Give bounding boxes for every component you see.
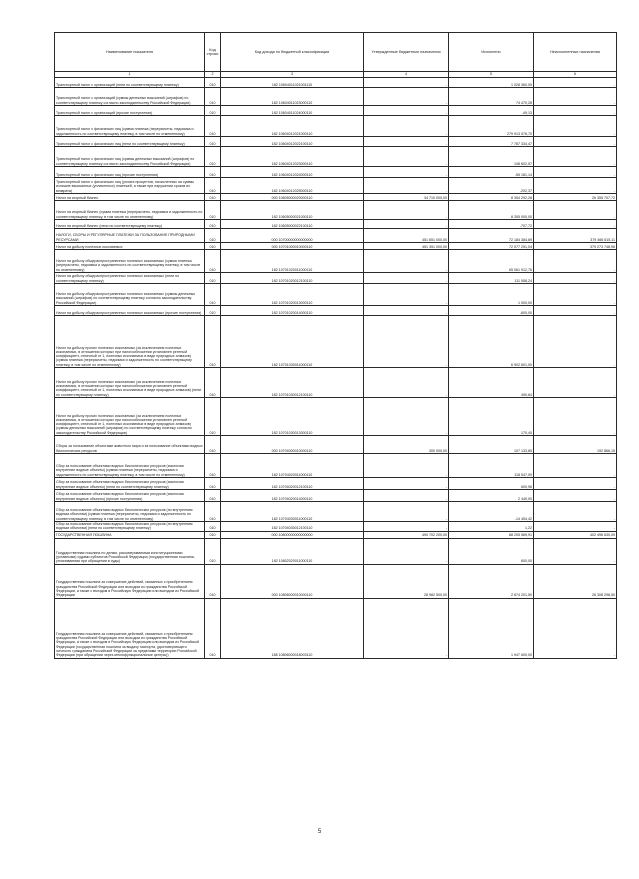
row-name: Налог на игорный бизнес (пени по соответствующему платежу) xyxy=(55,220,205,229)
row-executed: 72 077 251,04 xyxy=(449,243,534,250)
row-unexecuted: - xyxy=(534,78,617,88)
row-executed: 490,64 xyxy=(449,368,534,398)
row-code: 010 xyxy=(205,273,221,284)
table-row xyxy=(55,243,617,250)
table-row xyxy=(55,273,617,284)
row-unexecuted: 26 308 298,50 xyxy=(534,564,617,598)
row-code: 010 xyxy=(205,436,221,454)
row-unexecuted: - xyxy=(534,106,617,116)
row-kbk: 000 10806000010000110 xyxy=(221,564,364,598)
row-unexecuted: - xyxy=(534,201,617,220)
row-executed: 1 000,00 xyxy=(449,284,534,306)
table-row xyxy=(55,147,617,167)
row-name: Налог на добычу общераспространенных полезных ископаемых (пени по соответствующему платежу) xyxy=(55,273,205,284)
row-unexecuted: - xyxy=(534,598,617,658)
row-executed: 8 354 292,28 xyxy=(449,194,534,201)
row-unexecuted: - xyxy=(534,178,617,194)
row-name: ГОСУДАРСТВЕННАЯ ПОШЛИНА xyxy=(55,531,205,538)
row-approved: - xyxy=(364,88,449,106)
row-name: Сбор за пользование объектами водных биологических ресурсов (по внутренним водным объектам) (пени по соответствующему платежу) xyxy=(55,522,205,532)
row-approved: - xyxy=(364,316,449,368)
row-kbk: 182 10704020011000110 xyxy=(221,454,364,478)
row-approved: - xyxy=(364,167,449,178)
page-number: 5 xyxy=(317,829,322,835)
row-code: 010 xyxy=(205,243,221,250)
header-unexecuted: Неисполненные назначения xyxy=(534,33,617,72)
row-code: 010 xyxy=(205,137,221,147)
row-unexecuted: - xyxy=(534,284,617,306)
table-row xyxy=(55,522,617,532)
table-row xyxy=(55,167,617,178)
table-row xyxy=(55,116,617,137)
row-kbk: 182 10604012021000110 xyxy=(221,116,364,137)
row-code: 010 xyxy=(205,194,221,201)
row-unexecuted: - xyxy=(534,538,617,564)
row-unexecuted: - xyxy=(534,368,617,398)
column-number: 5 xyxy=(449,72,534,78)
row-kbk: 182 10704020012100110 xyxy=(221,478,364,490)
row-kbk: 182 10604012024000110 xyxy=(221,167,364,178)
row-name: Налог на добычу прочих полезных ископаемых (за исключением полезных ископаемых, в отношении которых при налогообложении установлен рентный коэффициент, отличный от 1, полезных ископаемых в виде природных алмазов) (пени по соответствующему платежу) xyxy=(55,368,205,398)
row-kbk: 182 10605000022100110 xyxy=(221,220,364,229)
row-name: Налог на игорный бизнес (сумма платежа (перерасчеты, недоимка и задолженность по соответствующему платежу, в том числе по отмененному) xyxy=(55,201,205,220)
row-unexecuted: - xyxy=(534,398,617,436)
row-kbk: 182 10604012025000110 xyxy=(221,178,364,194)
row-executed: -202,37 xyxy=(449,178,534,194)
row-approved: 451 351 000,00 xyxy=(364,243,449,250)
row-name: Налог на игорный бизнес xyxy=(55,194,205,201)
row-code: 010 xyxy=(205,229,221,243)
table-row xyxy=(55,398,617,436)
row-executed: -707,72 xyxy=(449,220,534,229)
row-approved: - xyxy=(364,78,449,88)
row-executed: 7 787 334,47 xyxy=(449,137,534,147)
table-row xyxy=(55,250,617,273)
row-code: 010 xyxy=(205,478,221,490)
row-kbk: 182 10704030012100110 xyxy=(221,522,364,532)
row-approved: - xyxy=(364,478,449,490)
row-unexecuted: - xyxy=(534,454,617,478)
table-row xyxy=(55,137,617,147)
table-row xyxy=(55,194,617,201)
table-row xyxy=(55,220,617,229)
row-kbk: 000 10700000000000000 xyxy=(221,229,364,243)
row-name: Налог на добычу прочих полезных ископаемых (за исключением полезных ископаемых, в отношении которых при налогообложении установлен рентный коэффициент, отличный от 1, полезных ископаемых в виде природных алмазов) (суммы денежных взысканий (штрафов) по соответствующему платежу согласно законодательству Российской Федерации) xyxy=(55,398,205,436)
row-executed: -14 454,42 xyxy=(449,502,534,522)
table-row xyxy=(55,284,617,306)
row-approved: 451 651 000,00 xyxy=(364,229,449,243)
row-code: 010 xyxy=(205,220,221,229)
row-kbk: 182 10604012022100110 xyxy=(221,137,364,147)
row-name: Налог на добычу прочих полезных ископаемых (за исключением полезных ископаемых, в отношении которых при налогообложении установлен рентный коэффициент, отличный от 1, полезных ископаемых в виде природных алмазов) (сумма платежа (перерасчеты, недоимка и задолженность по соответствующему платежу, в том числе по отмененному) xyxy=(55,316,205,368)
row-executed: 6 902 601,00 xyxy=(449,316,534,368)
row-code: 010 xyxy=(205,106,221,116)
row-kbk: 188 10806000018003110 xyxy=(221,598,364,658)
row-kbk: 182 10701030012100110 xyxy=(221,368,364,398)
row-code: 010 xyxy=(205,178,221,194)
row-name: Транспортный налог с физических лиц (суммы денежных взысканий (штрафов) по соответствующему платежу согласно законодательству Российской Федерации) xyxy=(55,147,205,167)
row-approved: - xyxy=(364,306,449,316)
row-kbk: 182 10701020011000110 xyxy=(221,250,364,273)
row-name: Налог на добычу общераспространенных полезных ископаемых (суммы денежных взысканий (штрафов) по соответствующему платежу согласно законодательству Российской Федерации) xyxy=(55,284,205,306)
row-kbk: 182 10704030011000110 xyxy=(221,502,364,522)
row-executed: 65 061 912,76 xyxy=(449,250,534,273)
row-executed: 279 913 076,70 xyxy=(449,116,534,137)
row-code: 010 xyxy=(205,201,221,220)
table-body xyxy=(55,78,617,659)
row-kbk: 182 10701030011000110 xyxy=(221,316,364,368)
row-code: 010 xyxy=(205,398,221,436)
row-executed: 600,96 xyxy=(449,478,534,490)
row-unexecuted: 402 496 630,09 xyxy=(534,531,617,538)
row-kbk: 182 10604011023000110 xyxy=(221,88,364,106)
row-name: Сбор за пользование объектами водных биологических ресурсов (исключая внутренние водные объекты) (сумма платежа (перерасчеты, недоимка и задолженность по соответствующему платежу, в том числе по отмененному) xyxy=(55,454,205,478)
row-unexecuted: - xyxy=(534,167,617,178)
row-executed: -600,00 xyxy=(449,306,534,316)
row-executed: 88 205 569,91 xyxy=(449,531,534,538)
row-unexecuted: - xyxy=(534,147,617,167)
row-unexecuted: - xyxy=(534,250,617,273)
table-row xyxy=(55,490,617,502)
row-code: 010 xyxy=(205,531,221,538)
row-unexecuted: - xyxy=(534,273,617,284)
row-approved: - xyxy=(364,273,449,284)
table-row xyxy=(55,229,617,243)
row-code: 010 xyxy=(205,116,221,137)
row-executed: 107 133,85 xyxy=(449,436,534,454)
table-row xyxy=(55,316,617,368)
row-name: Транспортный налог с физических лиц (сумма платежа (перерасчеты, недоимка и задолженность по соответствующему платежу, в том числе по отмененному) xyxy=(55,116,205,137)
row-approved: - xyxy=(364,147,449,167)
row-unexecuted: - xyxy=(534,522,617,532)
row-name: Налог на добычу общераспространенных полезных ископаемых (сумма платежа (перерасчеты, недоимка и задолженность по соответствующему платежу, в том числе по отмененному) xyxy=(55,250,205,273)
row-kbk: 182 10701020012100110 xyxy=(221,273,364,284)
row-executed: 8 355 000,00 xyxy=(449,201,534,220)
row-kbk: 182 10604012023000110 xyxy=(221,147,364,167)
row-name: Государственная пошлина за совершение действий, связанных с приобретением гражданства Российской Федерации или выходом из гражданства Российской Федерации, а также с въездом в Российскую Федерацию или выездом из Российской Федерации xyxy=(55,564,205,598)
row-name: Транспортный налог с физических лиц (прочие поступления) xyxy=(55,167,205,178)
row-code: 010 xyxy=(205,250,221,273)
row-executed: 2 674 201,50 xyxy=(449,564,534,598)
row-executed: 600,00 xyxy=(449,538,534,564)
row-code: 010 xyxy=(205,538,221,564)
table-row xyxy=(55,78,617,88)
table-row xyxy=(55,306,617,316)
row-code: 010 xyxy=(205,88,221,106)
row-approved: - xyxy=(364,454,449,478)
row-kbk: 000 10704000010000110 xyxy=(221,436,364,454)
row-kbk: 182 10701030013000110 xyxy=(221,398,364,436)
row-executed: 1,22 xyxy=(449,522,534,532)
row-approved: - xyxy=(364,201,449,220)
row-kbk: 182 10701020013000110 xyxy=(221,284,364,306)
table-row xyxy=(55,88,617,106)
row-approved: - xyxy=(364,538,449,564)
row-executed: 1 947 600,00 xyxy=(449,598,534,658)
row-approved: 490 702 200,00 xyxy=(364,531,449,538)
row-name: Транспортный налог с организаций (пени по соответствующему платежу) xyxy=(55,78,205,88)
table-row xyxy=(55,201,617,220)
column-number: 6 xyxy=(534,72,617,78)
row-code: 010 xyxy=(205,368,221,398)
row-executed: 118 547,09 xyxy=(449,454,534,478)
row-unexecuted: - xyxy=(534,116,617,137)
row-executed: -55 181,14 xyxy=(449,167,534,178)
row-code: 010 xyxy=(205,284,221,306)
column-number: 4 xyxy=(364,72,449,78)
row-executed: 170,40 xyxy=(449,398,534,436)
budget-execution-table xyxy=(54,32,617,659)
table-row xyxy=(55,598,617,658)
row-kbk: 000 10800000000000000 xyxy=(221,531,364,538)
row-executed: 1 028 360,09 xyxy=(449,78,534,88)
header-name: Наименование показателя xyxy=(55,33,205,72)
row-name: Налог на добычу полезных ископаемых xyxy=(55,243,205,250)
table-row xyxy=(55,454,617,478)
row-name: Государственная пошлина за совершение действий, связанных с приобретением гражданства Российской Федерации или выходом из гражданства Российской Федерации, а также с въездом в Российскую Федерацию или выездом из Российской Федерации (государственная пошлина за выдачу паспорта, удостоверяющего личность гражданина Российской Федерации за пределами территории Российской Федерации (при обращении через многофункциональные центры)) xyxy=(55,598,205,658)
row-code: 010 xyxy=(205,598,221,658)
header-executed: Исполнено xyxy=(449,33,534,72)
row-kbk: 000 10605000020000110 xyxy=(221,194,364,201)
row-approved: - xyxy=(364,220,449,229)
column-number: 2 xyxy=(205,72,221,78)
row-executed: 111 558,24 xyxy=(449,273,534,284)
table-row xyxy=(55,368,617,398)
row-approved: - xyxy=(364,250,449,273)
row-approved: - xyxy=(364,137,449,147)
row-approved: - xyxy=(364,284,449,306)
table-row xyxy=(55,106,617,116)
row-approved: - xyxy=(364,106,449,116)
row-unexecuted: - xyxy=(534,137,617,147)
table-row xyxy=(55,538,617,564)
row-unexecuted: 379 273 748,96 xyxy=(534,243,617,250)
row-kbk: 000 10701000010000110 xyxy=(221,243,364,250)
row-approved: - xyxy=(364,490,449,502)
row-name: Сбор за пользование объектами водных биологических ресурсов (исключая внутренние водные объекты) (пени по соответствующему платежу) xyxy=(55,478,205,490)
row-kbk: 182 10802020011000110 xyxy=(221,538,364,564)
row-approved: 28 982 500,00 xyxy=(364,564,449,598)
row-kbk: 182 10701020014000110 xyxy=(221,306,364,316)
row-unexecuted: - xyxy=(534,306,617,316)
row-name: НАЛОГИ, СБОРЫ И РЕГУЛЯРНЫЕ ПЛАТЕЖИ ЗА ПОЛЬЗОВАНИЕ ПРИРОДНЫМИ РЕСУРСАМИ xyxy=(55,229,205,243)
row-unexecuted: - xyxy=(534,478,617,490)
row-unexecuted: 26 355 707,72 xyxy=(534,194,617,201)
row-approved: 300 000,00 xyxy=(364,436,449,454)
row-approved: - xyxy=(364,522,449,532)
row-unexecuted: 379 466 615,11 xyxy=(534,229,617,243)
row-kbk: 182 10704020014000110 xyxy=(221,490,364,502)
row-code: 010 xyxy=(205,502,221,522)
table-row xyxy=(55,178,617,194)
row-unexecuted: - xyxy=(534,88,617,106)
row-kbk: 182 10605000021000110 xyxy=(221,201,364,220)
row-executed: 108 602,57 xyxy=(449,147,534,167)
row-kbk: 182 10604011021001110 xyxy=(221,78,364,88)
table-row xyxy=(55,502,617,522)
row-unexecuted: 192 866,15 xyxy=(534,436,617,454)
row-code: 010 xyxy=(205,78,221,88)
row-approved: 34 710 000,00 xyxy=(364,194,449,201)
header-kbk: Код дохода по бюджетной классификации xyxy=(221,33,364,72)
row-code: 010 xyxy=(205,454,221,478)
row-name: Транспортный налог с организаций (прочие поступления) xyxy=(55,106,205,116)
row-approved: - xyxy=(364,502,449,522)
row-code: 010 xyxy=(205,306,221,316)
row-executed: 2 440,00 xyxy=(449,490,534,502)
row-unexecuted: - xyxy=(534,220,617,229)
row-name: Транспортный налог с физических лиц (пени по соответствующему платежу) xyxy=(55,137,205,147)
row-name: Сбор за пользование объектами водных биологических ресурсов (исключая внутренние водные объекты) (прочие поступления) xyxy=(55,490,205,502)
row-approved: - xyxy=(364,178,449,194)
row-code: 010 xyxy=(205,564,221,598)
row-code: 010 xyxy=(205,522,221,532)
row-approved: - xyxy=(364,598,449,658)
row-code: 010 xyxy=(205,147,221,167)
row-unexecuted: - xyxy=(534,316,617,368)
table-header-row xyxy=(55,33,617,72)
row-executed: -49,13 xyxy=(449,106,534,116)
row-kbk: 182 10604011024000110 xyxy=(221,106,364,116)
row-code: 010 xyxy=(205,316,221,368)
table-row xyxy=(55,531,617,538)
header-code: Код строки xyxy=(205,33,221,72)
row-executed: 72 184 384,89 xyxy=(449,229,534,243)
row-unexecuted: - xyxy=(534,502,617,522)
row-name: Сбор за пользование объектами водных биологических ресурсов (по внутренним водным объектам) (сумма платежа (перерасчеты, недоимка и задолженность по соответствующему платежу, в том числе по отмененному) xyxy=(55,502,205,522)
row-name: Транспортный налог с организаций (суммы денежных взысканий (штрафов) по соответствующему платежу согласно законодательству Российской Федерации) xyxy=(55,88,205,106)
row-approved: - xyxy=(364,398,449,436)
row-name: Налог на добычу общераспространенных полезных ископаемых (прочие поступления) xyxy=(55,306,205,316)
row-approved: - xyxy=(364,116,449,137)
row-code: 010 xyxy=(205,167,221,178)
column-number: 3 xyxy=(221,72,364,78)
header-approved: Утвержденные бюджетные назначения xyxy=(364,33,449,72)
column-number: 1 xyxy=(55,72,205,78)
table-row xyxy=(55,436,617,454)
row-unexecuted: - xyxy=(534,490,617,502)
row-approved: - xyxy=(364,368,449,398)
row-name: Сборы за пользование объектами животного мира и за пользование объектами водных биологических ресурсов xyxy=(55,436,205,454)
row-executed: 74 470,28 xyxy=(449,88,534,106)
table-row xyxy=(55,478,617,490)
row-name: Государственная пошлина по делам, рассматриваемым конституционными (уставными) судами субъектов Российской Федерации (государственная пошлина, уплачиваемая при обращении в суды) xyxy=(55,538,205,564)
table-row xyxy=(55,564,617,598)
row-code: 010 xyxy=(205,490,221,502)
row-name: Транспортный налог с физических лиц (уплата процентов, начисленных на суммы излишне взысканных (уплаченных) платежей, а также при нарушении сроков их возврата) xyxy=(55,178,205,194)
